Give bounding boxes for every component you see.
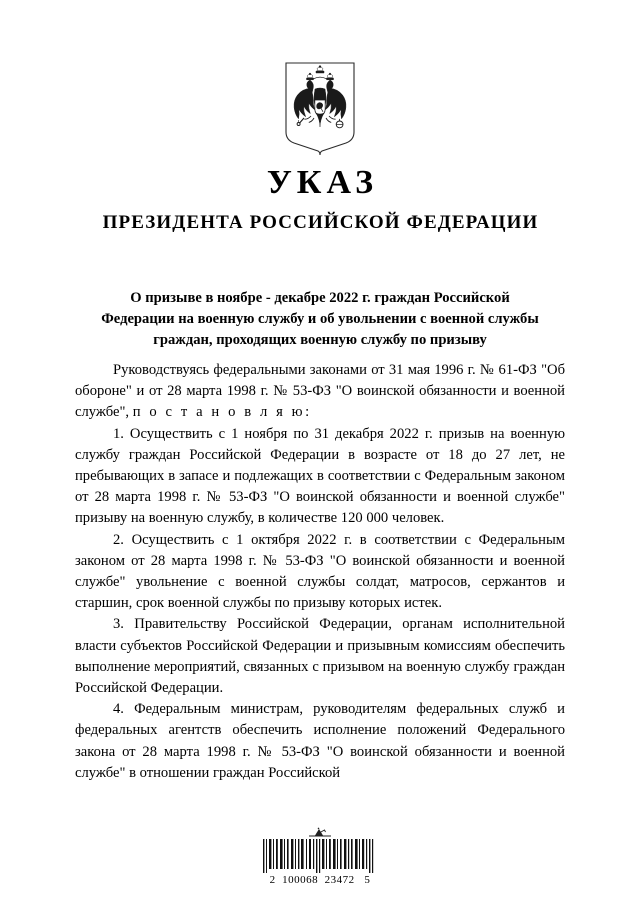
decree-body xyxy=(75,360,565,784)
document-subtitle: ПРЕЗИДЕНТА РОССИЙСКОЙ ФЕДЕРАЦИИ xyxy=(102,212,539,233)
paragraph-item-2: 2. Осуществить с 1 октября 2022 г. в соответствии с Федеральным законом от 28 марта 1998 г. № 53-ФЗ "О воинской обязанности и военной службе" увольнение с военной службы солдат, матросов, сержантов и старшин, срок военной службы по призыву которых истек. xyxy=(75,531,565,612)
paragraph-item-1: 1. Осуществить с 1 ноября по 31 декабря 2022 г. призыв на военную службу граждан Российской Федерации в возрасте от 18 до 27 лет, не пребывающих в запасе и подлежащих в соответствии с Федеральным законом от 28 марта 1998 г. № 53-ФЗ "О воинской обязанности и военной службе" призыву на военную службу, в количестве 120 000 человек. xyxy=(75,425,565,527)
preamble-text: Руководствуясь федеральными законами от 31 мая 1996 г. № 61-ФЗ "Об обороне" и от 28 марта 1998 г. № 53-ФЗ "О воинской обязанности и военной службе", xyxy=(75,362,565,421)
printing-house-mark-icon xyxy=(307,826,333,838)
document-title: УКАЗ xyxy=(266,164,379,201)
paragraph-preamble xyxy=(75,360,565,424)
preamble-postanovlyayu: п о с т а н о в л я ю: xyxy=(132,404,312,421)
coat-of-arms-container xyxy=(0,62,640,158)
barcode-image xyxy=(261,839,379,873)
footer-barcode-block xyxy=(0,826,640,886)
decree-heading: О призыве в ноябре - декабре 2022 г. граждан Российской Федерации на военную службу и об увольнении с военной службы граждан, проходящих военную службу по призыву xyxy=(101,290,539,348)
paragraph-item-4: 4. Федеральным министрам, руководителям федеральных служб и федеральных агентств обеспечить исполнение положений Федерального закона от 28 марта 1998 г. № 53-ФЗ "О воинской обязанности и военной службе" в отношении граждан Российской xyxy=(75,701,565,781)
barcode-number: 2 100068 23472 5 xyxy=(269,874,371,886)
paragraph-item-3: 3. Правительству Российской Федерации, органам исполнительной власти субъектов Российской Федерации и призывным комиссиям обеспечить выполнение мероприятий, связанных с призывом на военную службу граждан Российской Федерации. xyxy=(75,616,565,697)
russian-coat-of-arms-icon xyxy=(284,62,356,158)
